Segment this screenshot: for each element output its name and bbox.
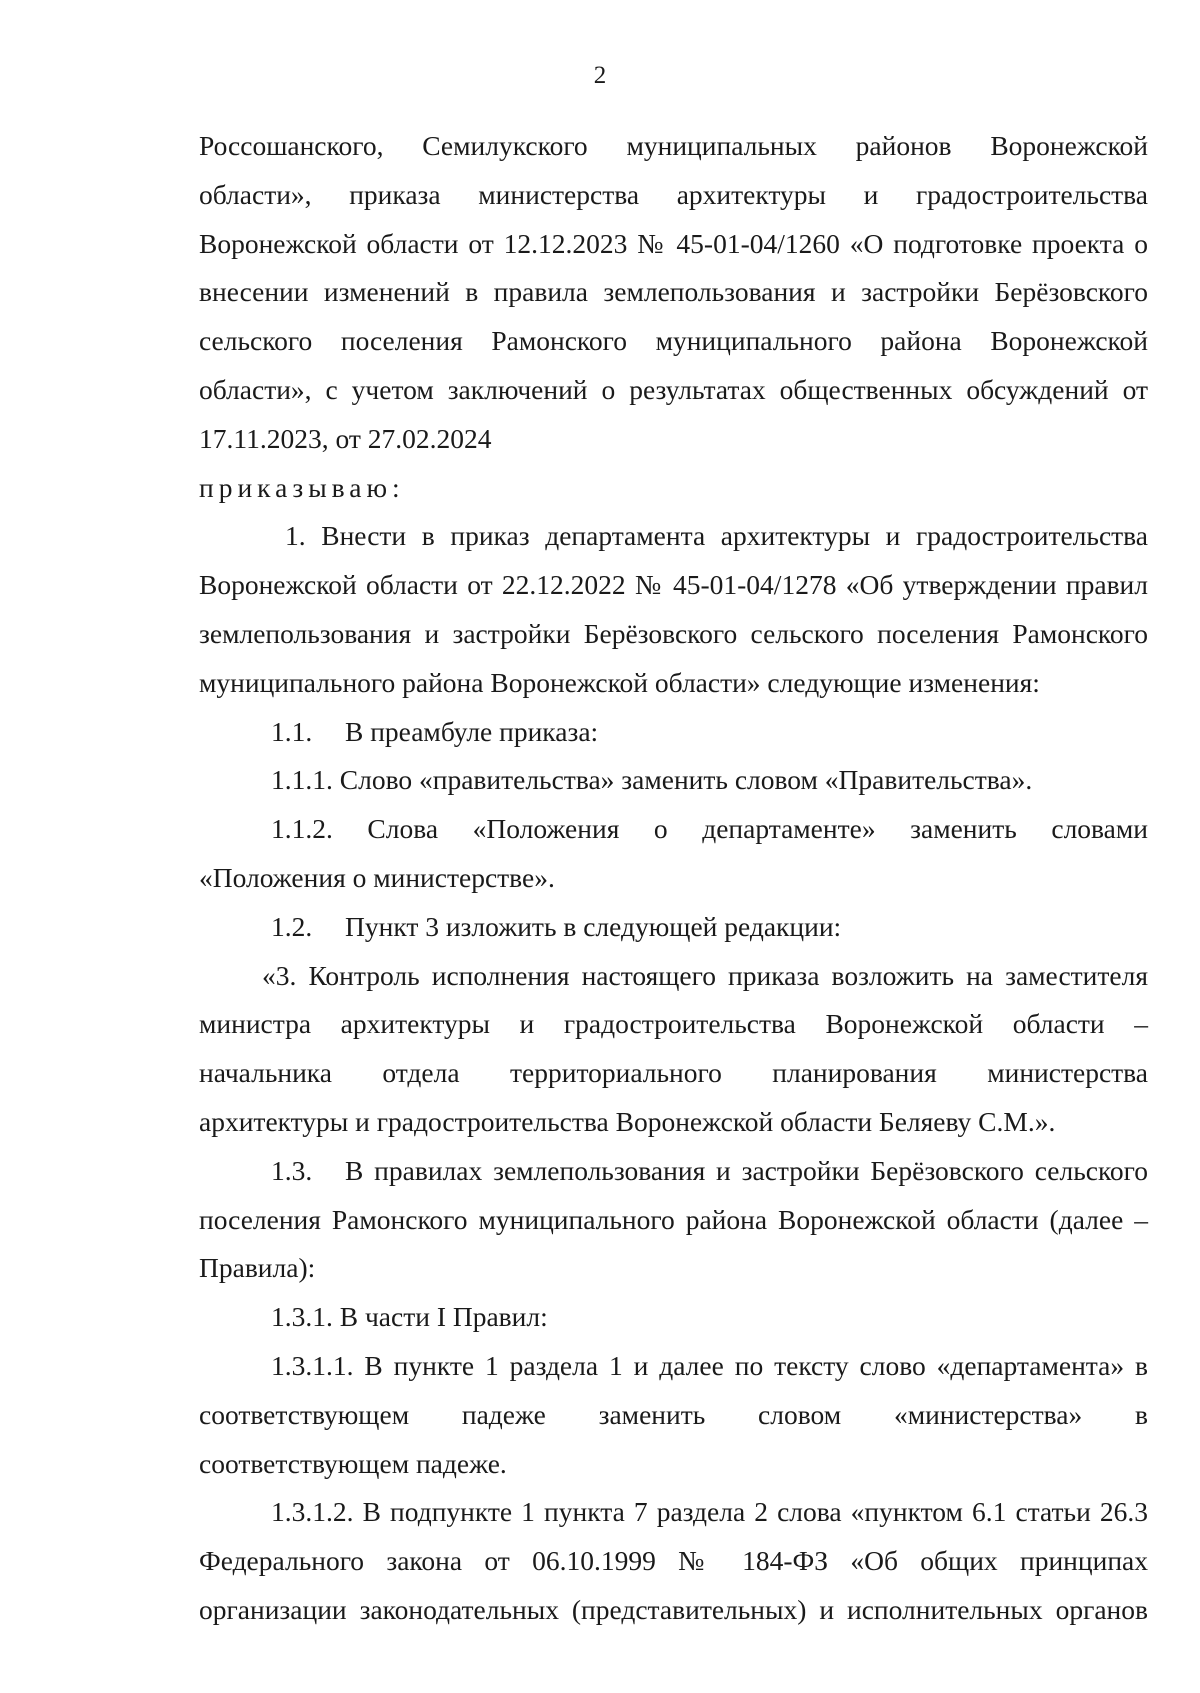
paragraph-1-line: 1. Внести в приказ департамента архитектуры и градостроительства [285,520,1148,552]
order-word: приказываю: [199,471,405,503]
text-line: Россошанского, Семилукского муниципальных районов Воронежской [199,130,1148,161]
page-number: 2 [593,62,607,89]
text-line: министра архитектуры и градостроительства Воронежской области – [199,1008,1148,1040]
text-line: «Положения о министерстве». [199,861,555,893]
text-line: Федерального закона от 06.10.1999 № 184-ФЗ «Об общих принципах [199,1545,1148,1577]
item-text: В правилах землепользования и застройки Берёзовского сельского [345,1154,1148,1186]
text-line: 17.11.2023, от 27.02.2024 [199,422,492,454]
item-1-1 [199,708,1148,757]
item-1-1-1: 1.1.1. Слово «правительства» заменить словом «Правительства». [271,764,1033,796]
item-1-3-1-2: 1.3.1.2. В подпункте 1 пункта 7 раздела 2 слова «пунктом 6.1 статьи 26.3 [271,1496,1148,1528]
item-number: 1.1. [271,715,313,747]
text-line: области», приказа министерства архитектуры и градостроительства [199,178,1148,210]
text-line: соответствующем падеже. [199,1447,507,1479]
text-line: архитектуры и градостроительства Воронежской области Беляеву С.М.». [199,1105,1056,1137]
text-line: поселения Рамонского муниципального района Воронежской области (далее – [199,1203,1148,1235]
item-text: Пункт 3 изложить в следующей редакции: [345,910,842,942]
text-line: сельского поселения Рамонского муниципального района Воронежской [199,325,1148,357]
document-body [199,122,1148,1635]
text-line: начальника отдела территориального планирования министерства [199,1057,1148,1089]
item-1-2 [199,903,1148,952]
text-line: землепользования и застройки Берёзовского сельского поселения Рамонского [199,617,1148,649]
item-number: 1.3. [271,1154,313,1186]
item-text: В преамбуле приказа: [345,715,599,747]
item-1-3-1: 1.3.1. В части I Правил: [271,1301,548,1333]
text-line: соответствующем падеже заменить словом «министерства» в [199,1398,1148,1430]
text-line: организации законодательных (представительных) и исполнительных органов [199,1593,1148,1625]
text-line: муниципального района Воронежской области» следующие изменения: [199,666,1040,698]
text-line: Правила): [199,1252,316,1284]
text-line: области», с учетом заключений о результатах общественных обсуждений от [199,373,1148,405]
item-1-3 [199,1147,1148,1196]
text-line: Воронежской области от 22.12.2022 № 45-01-04/1278 «Об утверждении правил [199,569,1148,601]
text-line: Воронежской области от 12.12.2023 № 45-01-04/1260 «О подготовке проекта о [199,227,1148,259]
text-line: внесении изменений в правила землепользования и застройки Берёзовского [199,276,1148,308]
quoted-paragraph-line: «3. Контроль исполнения настоящего приказа возложить на заместителя [262,959,1148,991]
item-1-1-2: 1.1.2. Слова «Положения о департаменте» заменить словами [271,813,1148,845]
item-number: 1.2. [271,910,313,942]
item-1-3-1-1: 1.3.1.1. В пункте 1 раздела 1 и далее по тексту слово «департамента» в [271,1349,1148,1381]
